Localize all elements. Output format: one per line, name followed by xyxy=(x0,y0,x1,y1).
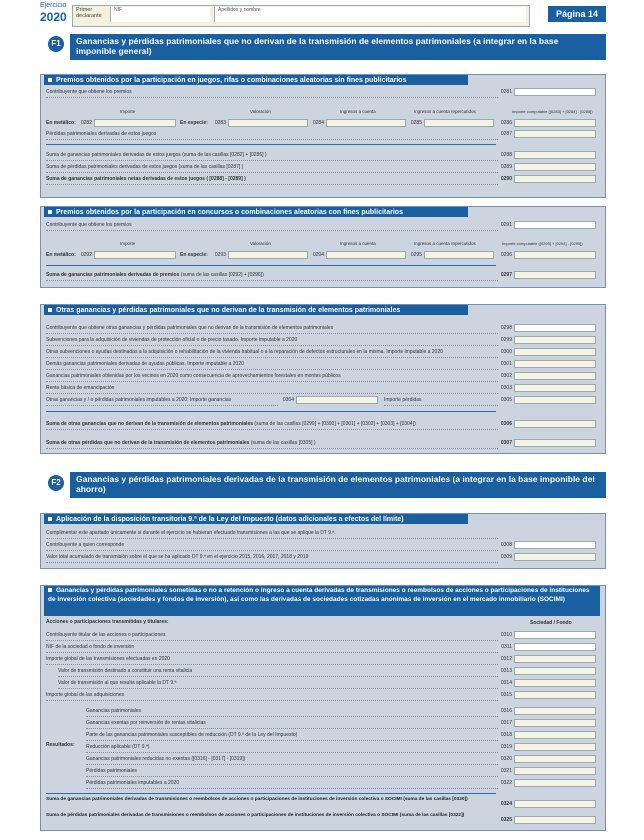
input-0324[interactable] xyxy=(514,800,596,808)
socimi-title xyxy=(44,586,600,616)
socimi-acciones-header: Acciones o participaciones transmitidas y titulares: xyxy=(46,619,169,625)
input-0292[interactable] xyxy=(94,251,176,259)
apellidos-field[interactable]: Apellidos y nombre xyxy=(214,7,526,22)
resultados-0320: Ganancias patrimoniales reducidas no exentas ([0316] - [0317] - [0319]) xyxy=(86,755,498,765)
concursos-title-text: Premios obtenidos por la participación en concursos o combinaciones aleatorias con fines publicitarios xyxy=(56,209,403,216)
otras-suma-ganancias-detail: (suma de las casillas [0299] + [0300] + [0301] + [0302] + [0303] + [0304]) xyxy=(254,421,416,427)
separator xyxy=(46,793,496,794)
concursos-title xyxy=(44,207,468,217)
otras-line-0303: Renta básica de emancipación xyxy=(46,384,498,394)
input-0300[interactable] xyxy=(514,348,596,356)
otras-line-0299: Subvenciones para la adquisición de viviendas de protección oficial o de precio tasado. Importe imputable a 2020 xyxy=(46,336,498,346)
input-0313[interactable] xyxy=(514,667,596,675)
resultados-label: Resultados: xyxy=(46,742,75,748)
code-0282: 0282 xyxy=(80,120,92,126)
input-0284[interactable] xyxy=(326,119,406,127)
presenter-label: Primer declarante xyxy=(76,7,102,19)
ejercicio-label: Ejercicio xyxy=(40,2,67,9)
juegos-title-text: Premios obtenidos por la participación en juegos, rifas o combinaciones aleatorias sin fines publicitarios xyxy=(56,77,407,84)
input-0308[interactable] xyxy=(514,541,596,549)
transitoria-title-text: Aplicación de la disposición transitoria 9.ª de la Ley del Impuesto (datos adicionales a efectos del límite) xyxy=(56,516,404,523)
resultados-0316: Ganancias patrimoniales xyxy=(86,707,498,717)
code-0318: 0318 xyxy=(500,732,512,738)
code-0313: 0313 xyxy=(500,668,512,674)
input-0290[interactable] xyxy=(514,175,596,183)
socimi-title-text: Ganancias y pérdidas patrimoniales sometidas o no a retención o ingreso a cuenta derivadas de transmisiones o reembolsos de acciones o participaciones de instituciones de inversión colectiva (sociedades y fondos de inversión), así como las derivadas de sociedades cotizadas anónimas de inversión en el mercado inmobiliario (SOCIMI) xyxy=(48,587,590,603)
f2-badge: F2 xyxy=(48,475,64,491)
juegos-perdidas: Pérdidas patrimoniales derivadas de estos juegos xyxy=(46,130,498,140)
concursos-metalico-label: En metálico: xyxy=(46,252,76,258)
input-0298[interactable] xyxy=(514,324,596,332)
input-0302[interactable] xyxy=(514,372,596,380)
socimi-suma-ganancias: Suma de ganancias patrimoniales derivadas de transmisiones o reembolsos de acciones o participaciones de instituciones de inversión colectiva o SOCIMI (suma de las casillas [0320]) xyxy=(46,797,468,802)
otras-title-text: Otras ganancias y pérdidas patrimoniales que no derivan de la transmisión de elementos patrimoniales xyxy=(56,307,401,314)
socimi-line-0314: Valor de transmisión al que resulta aplicable la DT 9.ª xyxy=(58,679,498,689)
bullet-icon xyxy=(48,517,52,521)
input-0306[interactable] xyxy=(514,420,596,428)
otras-ganancias-line: Otras ganancias y / o pérdidas patrimoniales imputables a 2020: Importe ganancias xyxy=(46,396,278,406)
code-0309: 0309 xyxy=(500,554,512,560)
bullet-icon xyxy=(48,308,52,312)
socimi-line-0311: NIF de la sociedad o fondo de inversión xyxy=(46,643,498,653)
input-0303[interactable] xyxy=(514,384,596,392)
resultados-0318: Parte de las ganancias patrimoniales susceptibles de reducción (DT 9.ª de la Ley del Impuesto) xyxy=(86,731,498,741)
resultados-0321: Pérdidas patrimoniales xyxy=(86,767,498,777)
code-0316: 0316 xyxy=(500,708,512,714)
input-0310[interactable] xyxy=(514,631,596,639)
code-0310: 0310 xyxy=(500,632,512,638)
bullet-icon xyxy=(48,78,52,82)
code-0287: 0287 xyxy=(500,131,512,137)
input-0281[interactable] xyxy=(514,88,596,96)
input-0283[interactable] xyxy=(228,119,308,127)
otras-title xyxy=(44,305,468,315)
transitoria-l2: Contribuyente a quien corresponde xyxy=(46,541,498,551)
concursos-ingresos-label: Ingresos a cuenta xyxy=(340,241,376,246)
transitoria-title xyxy=(44,514,468,524)
otras-line-0298: Contribuyente que obtiene otras ganancias y pérdidas patrimoniales que no derivan de la transmisión de elementos patrimoniales xyxy=(46,324,498,334)
juegos-title xyxy=(44,75,468,85)
code-0303: 0303 xyxy=(500,385,512,391)
resultados-0317: Ganancias exentas por reinversión de rentas vitalicias xyxy=(86,719,498,729)
input-0314[interactable] xyxy=(514,679,596,687)
code-0294: 0294 xyxy=(312,252,324,258)
concursos-suma-detail: (suma de las casillas [0292] + [0296]) xyxy=(180,272,264,278)
code-0315: 0315 xyxy=(500,692,512,698)
code-0299: 0299 xyxy=(500,337,512,343)
separator xyxy=(46,265,496,266)
otras-line-0300: Otras subvenciones o ayudas destinadas a la adquisición o rehabilitación de la vivienda habitual o a la reparación de defectos estructurales en la misma. Importe imputable a 2020 xyxy=(46,348,498,358)
socimi-suma-perdidas: Suma de pérdidas patrimoniales derivadas de transmisiones o reembolsos de acciones o participaciones de instituciones de inversión colectiva o SOCIMI (suma de las casillas [0322]) xyxy=(46,813,465,818)
code-0281: 0281 xyxy=(500,89,512,95)
concursos-suma-text: Suma de ganancias patrimoniales derivadas de premios xyxy=(46,272,180,278)
otras-suma-ganancias-text: Suma de otras ganancias que no derivan de la transmisión de elementos patrimoniales xyxy=(46,421,254,427)
transitoria-l3: Valor total acumulado de transmisión sobre el que se ha aplicado DT 9.ª en el ejercicio 2015, 2016, 2017, 2018 y 2019 xyxy=(46,553,498,563)
juegos-contribuyente: Contribuyente que obtiene los premios xyxy=(46,88,498,98)
f1-title: Ganancias y pérdidas patrimoniales que no derivan de la transmisión de elementos patrimoniales (a integrar en la base imponible general) xyxy=(70,34,606,60)
input-0288[interactable] xyxy=(514,151,596,159)
juegos-ingresos-rep-label: Ingresos a cuenta repercutidos xyxy=(414,109,476,114)
code-0322: 0322 xyxy=(500,780,512,786)
code-0308: 0308 xyxy=(500,542,512,548)
code-0295: 0295 xyxy=(410,252,422,258)
otras-perdidas-label: Importe pérdidas xyxy=(384,396,498,406)
input-0285[interactable] xyxy=(424,119,494,127)
socimi-line-0310: Contribuyente titular de las acciones o participaciones xyxy=(46,631,498,641)
code-0305: 0305 xyxy=(500,397,512,403)
nif-field[interactable]: NIF xyxy=(110,7,210,22)
transitoria-l1: Cumplimentar este apartado únicamente si durante el ejercicio se hubieran efectuado transmisiones a las que se aplique la DT 9.ª. xyxy=(46,529,498,539)
code-0286: 0286 xyxy=(500,120,512,126)
code-0284: 0284 xyxy=(312,120,324,126)
otras-suma-perdidas xyxy=(46,439,498,449)
input-0294[interactable] xyxy=(326,251,406,259)
input-0295[interactable] xyxy=(424,251,494,259)
input-0296[interactable] xyxy=(514,251,596,259)
input-0291[interactable] xyxy=(514,221,596,229)
otras-line-0302: Ganancias patrimoniales obtenidas por los vecinos en 2020 como consecuencia de aprovechamientos forestales en montes públicos xyxy=(46,372,498,382)
juegos-computable-label: Importe computable ([0283] + [0284] - [0285]) xyxy=(512,109,593,114)
otras-suma-perdidas-detail: (suma de las casillas [0305] ) xyxy=(250,440,316,446)
juegos-valoracion-label: Valoración xyxy=(250,109,271,114)
input-0305[interactable] xyxy=(514,396,596,404)
bullet-icon xyxy=(48,588,52,592)
otras-line-0301: Demás ganancias patrimoniales derivadas de ayudas públicas. Importe imputable a 2020 xyxy=(46,360,498,370)
input-0289[interactable] xyxy=(514,163,596,171)
juegos-metalico-label: En metálico: xyxy=(46,120,76,126)
input-0287[interactable] xyxy=(514,130,596,138)
input-0286[interactable] xyxy=(514,119,596,127)
socimi-line-0315: Importe global de las adquisiciones xyxy=(46,691,498,701)
code-0301: 0301 xyxy=(500,361,512,367)
code-0302: 0302 xyxy=(500,373,512,379)
code-0289: 0289 xyxy=(500,164,512,170)
socimi-sociedad-fondo: Sociedad / Fondo xyxy=(530,620,572,626)
input-0316[interactable] xyxy=(514,707,596,715)
code-0320: 0320 xyxy=(500,756,512,762)
juegos-suma-ganancias: Suma de ganancias patrimoniales derivadas de estos juegos (suma de las casillas [0282] + [0286] ) xyxy=(46,151,498,161)
resultados-0319: Reducción aplicable (DT 9.ª) xyxy=(86,743,498,753)
juegos-importe-label: Importe xyxy=(120,109,136,114)
separator xyxy=(46,144,496,145)
input-0304[interactable] xyxy=(296,396,378,404)
input-0315[interactable] xyxy=(514,691,596,699)
juegos-especie-label: En especie: xyxy=(180,120,208,126)
code-0319: 0319 xyxy=(500,744,512,750)
input-0319[interactable] xyxy=(514,743,596,751)
concursos-valoracion-label: Valoración xyxy=(250,241,271,246)
concursos-computable-label: Importe computable ([0293] + [0294] - [0295]) xyxy=(502,241,583,246)
input-0301[interactable] xyxy=(514,360,596,368)
resultados-0322: Pérdidas patrimoniales imputables a 2020 xyxy=(86,779,498,789)
concursos-ingresos-rep-label: Ingresos a cuenta repercutidos xyxy=(414,241,476,246)
code-0312: 0312 xyxy=(500,656,512,662)
otras-suma-perdidas-text: Suma de otras pérdidas que no derivan de la transmisión de elementos patrimoniales xyxy=(46,440,250,446)
page-number: Página 14 xyxy=(548,6,606,22)
input-0297[interactable] xyxy=(514,271,596,279)
code-0325: 0325 xyxy=(500,817,512,823)
concursos-importe-label: Importe xyxy=(120,241,136,246)
separator xyxy=(46,411,496,412)
code-0297: 0297 xyxy=(500,272,512,278)
input-0325[interactable] xyxy=(514,816,596,824)
code-0314: 0314 xyxy=(500,680,512,686)
code-0304: 0304 xyxy=(282,397,294,403)
code-0306: 0306 xyxy=(500,421,512,427)
juegos-suma-netas: Suma de ganancias patrimoniales netas derivadas de estos juegos ( [0288] - [0289] ) xyxy=(46,175,498,185)
code-0321: 0321 xyxy=(500,768,512,774)
code-0283: 0283 xyxy=(214,120,226,126)
code-0317: 0317 xyxy=(500,720,512,726)
concursos-suma xyxy=(46,271,498,281)
input-0318[interactable] xyxy=(514,731,596,739)
otras-suma-ganancias xyxy=(46,420,498,430)
ejercicio-year: 2020 xyxy=(40,10,67,24)
code-0290: 0290 xyxy=(500,176,512,182)
input-0293[interactable] xyxy=(228,251,308,259)
input-0309[interactable] xyxy=(514,553,596,561)
f1-badge: F1 xyxy=(48,36,64,52)
code-0307: 0307 xyxy=(500,440,512,446)
code-0292: 0292 xyxy=(80,252,92,258)
code-0296: 0296 xyxy=(500,252,512,258)
input-0282[interactable] xyxy=(94,119,176,127)
code-0288: 0288 xyxy=(500,152,512,158)
input-0320[interactable] xyxy=(514,755,596,763)
code-0311: 0311 xyxy=(501,644,512,650)
bullet-icon xyxy=(48,210,52,214)
code-0298: 0298 xyxy=(500,325,512,331)
concursos-contribuyente: Contribuyente que obtiene los premios xyxy=(46,221,498,231)
input-0311[interactable] xyxy=(514,643,596,651)
input-0299[interactable] xyxy=(514,336,596,344)
code-0285: 0285 xyxy=(410,120,422,126)
code-0291: 0291 xyxy=(500,222,512,228)
code-0293: 0293 xyxy=(214,252,226,258)
code-0300: 0300 xyxy=(500,349,512,355)
input-0312[interactable] xyxy=(514,655,596,663)
input-0321[interactable] xyxy=(514,767,596,775)
input-0322[interactable] xyxy=(514,779,596,787)
juegos-ingresos-label: Ingresos a cuenta xyxy=(340,109,376,114)
input-0317[interactable] xyxy=(514,719,596,727)
juegos-suma-perdidas: Suma de pérdidas patrimoniales derivadas de estos juegos (suma de las casillas [0287] ) xyxy=(46,163,498,173)
socimi-line-0313: Valor de transmisión destinado a constituir una renta vitalicia xyxy=(58,667,498,677)
code-0324: 0324 xyxy=(500,801,512,807)
input-0307[interactable] xyxy=(514,439,596,447)
concursos-especie-label: En especie: xyxy=(180,252,208,258)
f2-title: Ganancias y pérdidas patrimoniales derivadas de la transmisión de elementos patrimoniales (a integrar en la base imponible del ahorro) xyxy=(70,472,606,498)
socimi-line-0312: Importe global de las transmisiones efectuadas en 2020 xyxy=(46,655,498,665)
